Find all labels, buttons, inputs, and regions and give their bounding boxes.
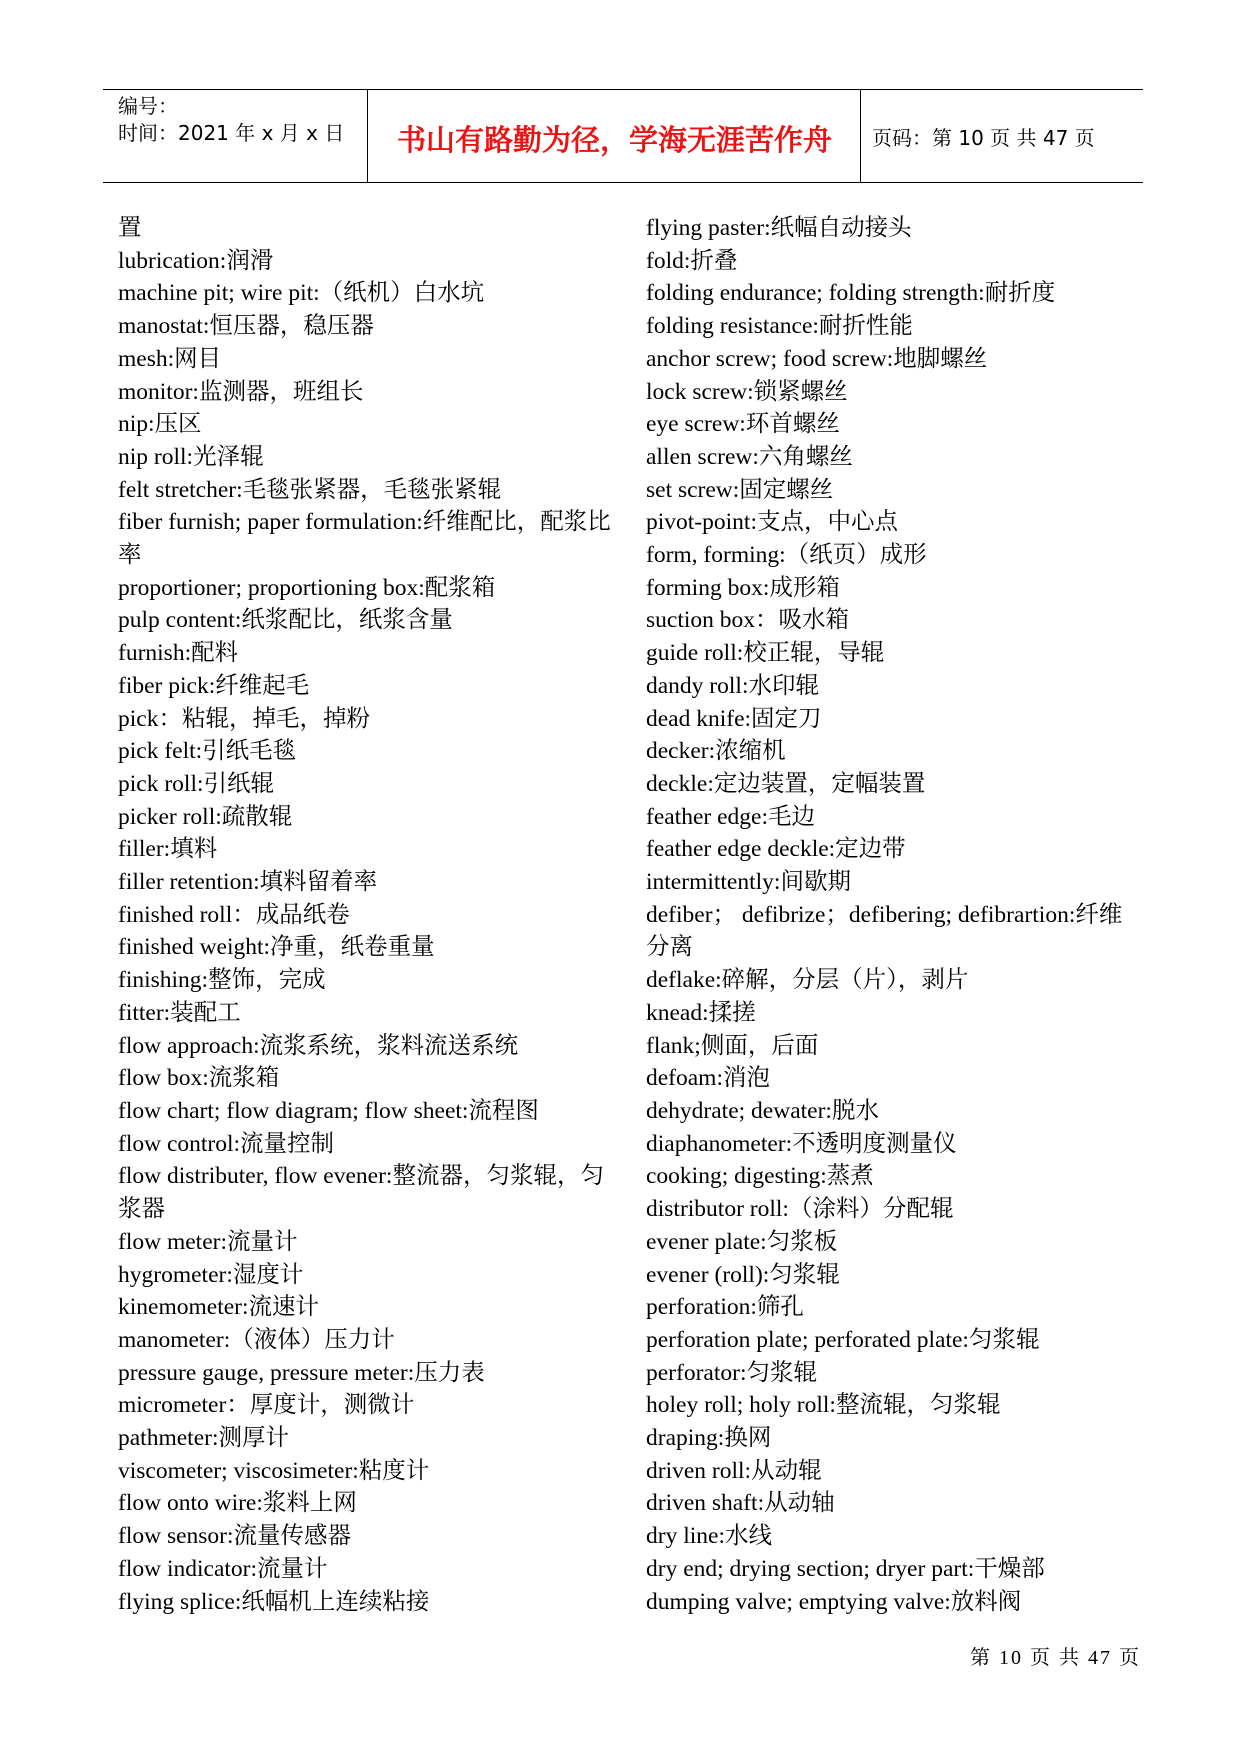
- glossary-entry: viscometer; viscosimeter:粘度计: [118, 1457, 430, 1484]
- page-code-label: 页码：第 10 页 共 47 页: [872, 126, 1095, 150]
- glossary-entry: holey roll; holy roll:整流辊，匀浆辊: [646, 1392, 1001, 1419]
- glossary-entry: fold:折叠: [646, 247, 738, 274]
- glossary-entry: mesh:网目: [118, 345, 222, 372]
- header-top-rule: [103, 89, 1143, 90]
- glossary-entry: pivot-point:支点，中心点: [646, 509, 898, 536]
- glossary-entry: nip roll:光泽辊: [118, 443, 264, 470]
- glossary-entry: flow control:流量控制: [118, 1130, 335, 1157]
- glossary-entry: suction box：吸水箱: [646, 607, 850, 634]
- glossary-entry: defoam:消泡: [646, 1065, 770, 1092]
- document-time-label: 时间：2021 年 x 月 x 日: [118, 121, 345, 145]
- page-footer: 第 10 页 共 47 页: [970, 1647, 1141, 1669]
- glossary-left-column: [118, 212, 613, 1618]
- glossary-entry: flow meter:流量计: [118, 1228, 298, 1255]
- header-divider-left: [367, 90, 368, 183]
- glossary-entry: anchor screw; food screw:地脚螺丝: [646, 345, 988, 372]
- glossary-entry: manometer:（液体）压力计: [118, 1326, 395, 1353]
- glossary-entry: distributor roll:（涂料）分配辊: [646, 1196, 954, 1223]
- glossary-entry: flow onto wire:浆料上网: [118, 1490, 357, 1517]
- glossary-entry: dry end; drying section; dryer part:干燥部: [646, 1555, 1045, 1582]
- glossary-entry: felt stretcher:毛毯张紧器，毛毯张紧辊: [118, 476, 502, 503]
- header-divider-right: [860, 90, 861, 183]
- header-bottom-rule: [103, 182, 1143, 183]
- glossary-entry: driven shaft:从动轴: [646, 1490, 835, 1517]
- glossary-entry: nip:压区: [118, 411, 202, 438]
- glossary-entry: fiber furnish; paper formulation:纤维配比，配浆比率: [118, 509, 611, 569]
- glossary-entry: dumping valve; emptying valve:放料阀: [646, 1588, 1022, 1615]
- glossary-entry: filler retention:填料留着率: [118, 869, 378, 896]
- glossary-entry: dandy roll:水印辊: [646, 672, 819, 699]
- glossary-entry: pick felt:引纸毛毯: [118, 738, 297, 765]
- glossary-entry: diaphanometer:不透明度测量仪: [646, 1130, 957, 1157]
- glossary-entry: deflake:碎解，分层（片），剥片: [646, 967, 969, 994]
- glossary-entry: flying paster:纸幅自动接头: [646, 215, 912, 241]
- glossary-entry: pick：粘辊，掉毛，掉粉: [118, 705, 370, 732]
- glossary-entry: flow sensor:流量传感器: [118, 1523, 352, 1550]
- glossary-entry: lock screw:锁紧螺丝: [646, 378, 848, 405]
- glossary-entry: evener plate:匀浆板: [646, 1228, 838, 1255]
- glossary-entry: monitor:监测器，班组长: [118, 378, 364, 405]
- glossary-entry: manostat:恒压器，稳压器: [118, 313, 374, 340]
- glossary-entry: feather edge deckle:定边带: [646, 836, 906, 863]
- glossary-entry: feather edge:毛边: [646, 803, 815, 830]
- glossary-entry: cooking; digesting:蒸煮: [646, 1163, 874, 1190]
- glossary-entry: filler:填料: [118, 836, 218, 863]
- glossary-entry: knead:揉搓: [646, 999, 756, 1026]
- glossary-entry: furnish:配料: [118, 640, 239, 667]
- glossary-entry: pressure gauge, pressure meter:压力表: [118, 1359, 485, 1386]
- glossary-entry: flow distributer, flow evener:整流器，匀浆辊，匀浆器: [118, 1163, 604, 1223]
- glossary-right-column: [646, 212, 1126, 1618]
- glossary-entry: kinemometer:流速计: [118, 1294, 320, 1321]
- glossary-entry: perforator:匀浆辊: [646, 1359, 817, 1386]
- glossary-entry: pulp content:纸浆配比，纸浆含量: [118, 607, 453, 634]
- glossary-entry: dead knife:固定刀: [646, 705, 822, 732]
- glossary-entry: flow chart; flow diagram; flow sheet:流程图: [118, 1097, 539, 1124]
- glossary-entry: folding endurance; folding strength:耐折度: [646, 280, 1056, 307]
- glossary-entry: 置: [118, 215, 142, 241]
- glossary-entry: eye screw:环首螺丝: [646, 411, 840, 438]
- glossary-entry: dry line:水线: [646, 1523, 772, 1550]
- glossary-entry: dehydrate; dewater:脱水: [646, 1097, 879, 1124]
- glossary-entry: flying splice:纸幅机上连续粘接: [118, 1588, 430, 1615]
- glossary-entry: fitter:装配工: [118, 999, 241, 1026]
- glossary-entry: lubrication:润滑: [118, 247, 274, 274]
- glossary-entry: pick roll:引纸辊: [118, 770, 274, 797]
- glossary-entry: intermittently:间歇期: [646, 869, 851, 896]
- glossary-entry: picker roll:疏散辊: [118, 803, 293, 830]
- glossary-entry: perforation plate; perforated plate:匀浆辊: [646, 1326, 1040, 1353]
- glossary-entry: perforation:筛孔: [646, 1294, 804, 1321]
- glossary-entry: proportioner; proportioning box:配浆箱: [118, 574, 496, 601]
- glossary-entry: micrometer：厚度计，测微计: [118, 1392, 415, 1419]
- glossary-entry: fiber pick:纤维起毛: [118, 672, 310, 699]
- glossary-entry: pathmeter:测厚计: [118, 1425, 289, 1452]
- glossary-entry: form, forming:（纸页）成形: [646, 542, 927, 569]
- glossary-entry: finished weight:净重，纸卷重量: [118, 934, 435, 961]
- glossary-entry: evener (roll):匀浆辊: [646, 1261, 840, 1288]
- glossary-entry: folding resistance:耐折性能: [646, 313, 913, 340]
- glossary-entry: driven roll:从动辊: [646, 1457, 822, 1484]
- glossary-entry: allen screw:六角螺丝: [646, 443, 853, 470]
- glossary-entry: forming box:成形箱: [646, 574, 840, 601]
- glossary-entry: flow box:流浆箱: [118, 1065, 280, 1092]
- document-number-label: 编号：: [118, 94, 178, 118]
- glossary-entry: decker:浓缩机: [646, 738, 786, 765]
- glossary-entry: guide roll:校正辊，导辊: [646, 640, 885, 667]
- glossary-entry: flow indicator:流量计: [118, 1555, 328, 1582]
- glossary-entry: draping:换网: [646, 1425, 772, 1452]
- glossary-entry: finished roll：成品纸卷: [118, 901, 350, 928]
- glossary-entry: finishing:整饰，完成: [118, 967, 326, 994]
- glossary-entry: defiber； defibrize；defibering; defibrartion:纤维分离: [646, 901, 1123, 961]
- glossary-entry: machine pit; wire pit:（纸机）白水坑: [118, 280, 485, 307]
- glossary-entry: deckle:定边装置，定幅装置: [646, 770, 926, 797]
- glossary-entry: flow approach:流浆系统，浆料流送系统: [118, 1032, 519, 1059]
- glossary-entry: set screw:固定螺丝: [646, 476, 834, 503]
- header-motto: 书山有路勤为径，学海无涯苦作舟: [396, 123, 832, 157]
- glossary-entry: flank;侧面，后面: [646, 1032, 819, 1059]
- glossary-entry: hygrometer:湿度计: [118, 1261, 304, 1288]
